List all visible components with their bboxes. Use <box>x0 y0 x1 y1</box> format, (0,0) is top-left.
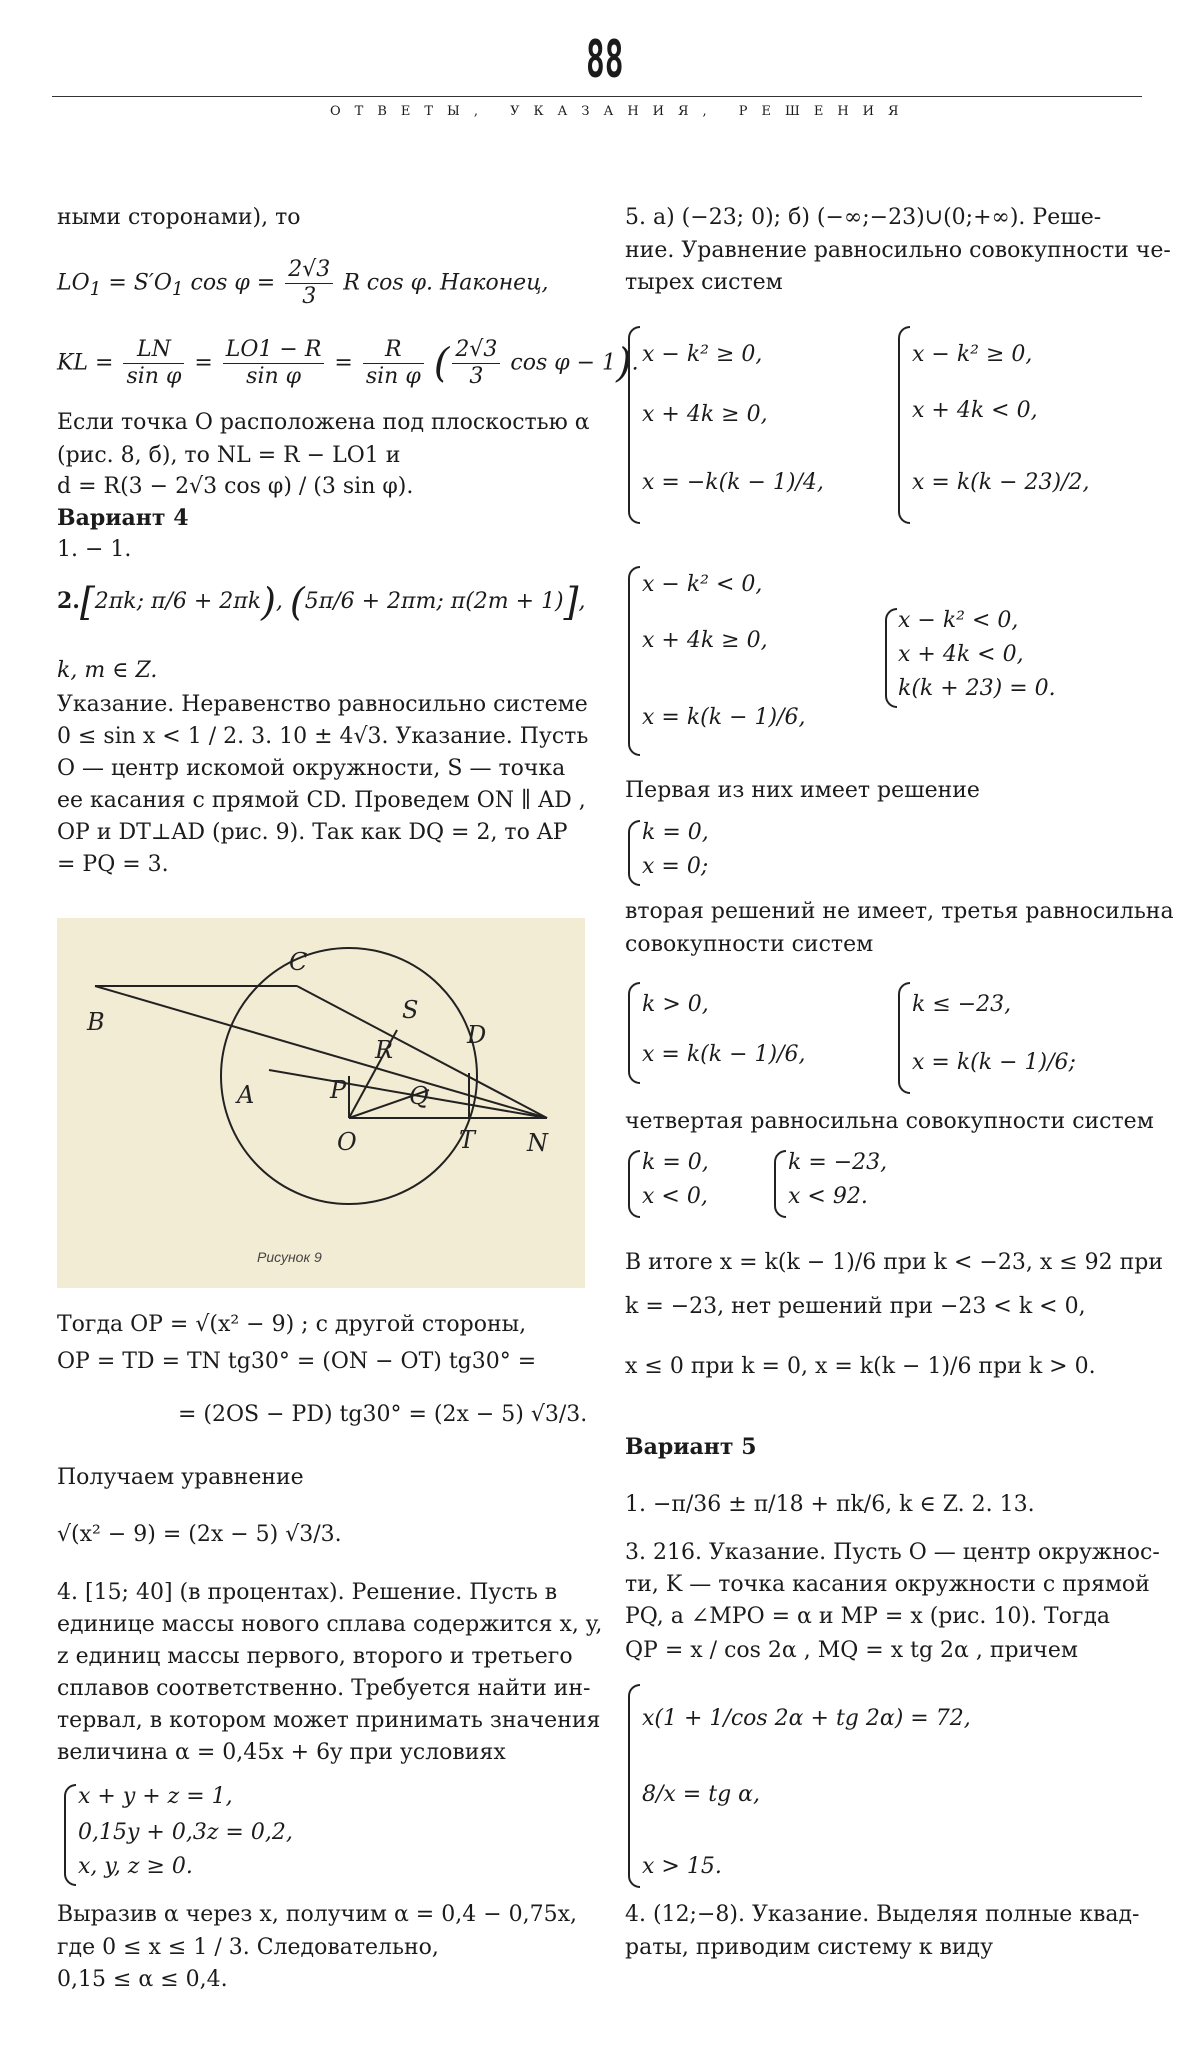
label-s: S <box>402 996 419 1024</box>
line-k2: k = −23, нет решений при −23 < k < 0, <box>625 1294 1086 1319</box>
line-p1: Если точка O расположена под плоскостью α <box>57 410 590 435</box>
sysV-line2: 8/x = tg α, <box>642 1782 761 1807</box>
line-k1: В итоге x = k(k − 1)/6 при k < −23, x ≤ 92 при <box>625 1250 1164 1275</box>
figure-caption: Рисунок 9 <box>257 1249 322 1265</box>
header-rule <box>52 96 1142 97</box>
line-a1: 1. − 1. <box>57 537 132 562</box>
line-q2: единице массы нового сплава содержится x, y, <box>57 1612 603 1637</box>
sys1-line1: x + y + z = 1, <box>78 1784 233 1809</box>
sysI-line1: k = 0, <box>642 1150 709 1175</box>
brace-system-i <box>628 1150 640 1218</box>
sysA-line1: x − k² ≥ 0, <box>642 342 763 367</box>
line-q3: z единиц массы первого, второго и третьего <box>57 1644 573 1669</box>
sysJ-line2: x < 92. <box>788 1184 868 1209</box>
line-g2: совокупности систем <box>625 932 874 957</box>
line-t1: Тогда OP = √(x² − 9) ; с другой стороны, <box>57 1312 527 1337</box>
line-h3: O — центр искомой окружности, S — точка <box>57 756 566 781</box>
page-number: 88 <box>586 30 624 90</box>
line-r2: ние. Уравнение равносильно совокупности че- <box>625 238 1171 263</box>
sysV-line1: x(1 + 1/cos 2α + tg 2α) = 72, <box>642 1706 971 1731</box>
label-b: B <box>87 1008 105 1036</box>
sysF-line2: x = 0; <box>642 854 709 879</box>
sysB-line1: x − k² ≥ 0, <box>912 342 1033 367</box>
formula-lo1: $LO_1 = S'O_1$ cos φ = $\frac{2√3}{3}$ R cos φ. Наконец, <box>57 257 549 309</box>
sysC-line2: x + 4k ≥ 0, <box>642 628 768 653</box>
sysJ-line1: k = −23, <box>788 1150 888 1175</box>
label-t: T <box>459 1126 476 1154</box>
sysB-line2: x + 4k < 0, <box>912 398 1038 423</box>
line-h2: 0 ≤ sin x < 1 / 2. 3. 10 ± 4√3. Указание. Пусть <box>57 724 589 749</box>
running-title: ОТВЕТЫ, УКАЗАНИЯ, РЕШЕНИЯ <box>330 104 913 119</box>
brace-system-v <box>628 1684 640 1888</box>
sysV-line3: x > 15. <box>642 1854 722 1879</box>
sysD-line2: x + 4k < 0, <box>898 642 1024 667</box>
sysG-line2: x = k(k − 1)/6, <box>642 1042 806 1067</box>
brace-system-d <box>885 608 897 708</box>
sysG-line1: k > 0, <box>642 992 709 1017</box>
sysI-line2: x < 0, <box>642 1184 708 1209</box>
line-v2: 3. 216. Указание. Пусть O — центр окружнос- <box>625 1540 1160 1565</box>
sysA-line3: x = −k(k − 1)/4, <box>642 470 824 495</box>
sys1-line3: x, y, z ≥ 0. <box>78 1854 193 1879</box>
sysH-line1: k ≤ −23, <box>912 992 1012 1017</box>
line-q4: сплавов соответственно. Требуется найти ин- <box>57 1676 591 1701</box>
sysH-line2: x = k(k − 1)/6; <box>912 1050 1076 1075</box>
line-q5: тервал, в котором может принимать значения <box>57 1708 601 1733</box>
line-w2: раты, приводим систему к виду <box>625 1935 994 1960</box>
line-f1: Первая из них имеет решение <box>625 778 980 803</box>
sysC-line3: x = k(k − 1)/6, <box>642 705 806 730</box>
line-v3: ти, K — точка касания окружности с прямой <box>625 1572 1150 1597</box>
line-e1: Выразив α через x, получим α = 0,4 − 0,75x, <box>57 1902 578 1927</box>
sysA-line2: x + 4k ≥ 0, <box>642 402 768 427</box>
brace-system-h <box>898 982 910 1094</box>
formula-interval: 2.[2πk; π/6 + 2πk), (5π/6 + 2πm; π(2m + 1)], <box>57 580 586 624</box>
line-v1: 1. −π/36 ± π/18 + πk/6, k ∈ Z. 2. 13. <box>625 1492 1035 1517</box>
line-p3: d = R(3 − 2√3 cos φ) / (3 sin φ). <box>57 474 414 499</box>
line-w1: 4. (12;−8). Указание. Выделяя полные квад- <box>625 1902 1140 1927</box>
heading-variant-5: Вариант 5 <box>625 1434 757 1460</box>
line-l1: ными сторонами), то <box>57 205 301 230</box>
label-q: Q <box>409 1082 429 1110</box>
line-q6: величина α = 0,45x + 6y при условиях <box>57 1740 506 1765</box>
line-h4: ее касания с прямой CD. Проведем ON ∥ AD , <box>57 788 586 813</box>
brace-system-f <box>628 820 640 886</box>
sysF-line1: k = 0, <box>642 820 709 845</box>
line-q1: 4. [15; 40] (в процентах). Решение. Пусть в <box>57 1580 558 1605</box>
label-c: C <box>289 948 308 976</box>
sysB-line3: x = k(k − 23)/2, <box>912 470 1090 495</box>
line-e2: где 0 ≤ x ≤ 1 / 3. Следовательно, <box>57 1935 439 1960</box>
line-h5: OP и DT⊥AD (рис. 9). Так как DQ = 2, то AP <box>57 820 568 845</box>
line-g1: вторая решений не имеет, третья равносильна <box>625 899 1174 924</box>
figure-9 <box>57 918 585 1288</box>
label-r: R <box>375 1036 394 1064</box>
brace-system-a <box>628 326 640 524</box>
sysC-line1: x − k² < 0, <box>642 572 763 597</box>
line-r3: тырех систем <box>625 270 783 295</box>
label-p: P <box>330 1076 347 1104</box>
brace-system-g <box>628 982 640 1084</box>
formula-kl: KL = $\frac{LN}{\text{sin φ}}$ = $\frac{LO1 - R}{\text{sin φ}}$ = $\frac{R}{\text{sin φ}}$ ( $\frac{2√3}{3}$ cos φ − 1). <box>57 337 639 389</box>
line-bn <box>95 986 547 1118</box>
brace-system-c <box>628 566 640 756</box>
line-t2: OP = TD = TN tg30° = (ON − OT) tg30° = <box>57 1349 537 1374</box>
line-h6: = PQ = 3. <box>57 852 169 877</box>
line-k3: x ≤ 0 при k = 0, x = k(k − 1)/6 при k > 0. <box>625 1354 1096 1379</box>
label-a: A <box>237 1081 255 1109</box>
brace-system-b <box>898 326 910 524</box>
label-d: D <box>467 1021 487 1049</box>
sysD-line1: x − k² < 0, <box>898 608 1019 633</box>
line-p2: (рис. 8, б), то NL = R − LO1 и <box>57 443 401 468</box>
line-e3: 0,15 ≤ α ≤ 0,4. <box>57 1967 228 1992</box>
line-r1: 5. а) (−23; 0); б) (−∞;−23)∪(0;+∞). Реше- <box>625 205 1102 230</box>
line-v5: QP = x / cos 2α , MQ = x tg 2α , причем <box>625 1638 1078 1663</box>
line-v4: PQ, а ∠MPO = α и MP = x (рис. 10). Тогда <box>625 1604 1111 1629</box>
brace-system-j <box>774 1150 786 1218</box>
line-t5: √(x² − 9) = (2x − 5) √3/3. <box>57 1522 342 1547</box>
line-i1: четвертая равносильна совокупности систем <box>625 1109 1154 1134</box>
sys1-line2: 0,15y + 0,3z = 0,2, <box>78 1820 293 1845</box>
brace-system-1 <box>64 1784 76 1886</box>
heading-variant-4: Вариант 4 <box>57 505 189 531</box>
label-n: N <box>527 1129 548 1157</box>
line-km: k, m ∈ Z. <box>57 658 158 683</box>
line-t4: Получаем уравнение <box>57 1465 304 1490</box>
label-o: O <box>337 1128 357 1156</box>
sysD-line3: k(k + 23) = 0. <box>898 676 1056 701</box>
figure-9-drawing <box>57 918 585 1288</box>
line-t3: = (2OS − PD) tg30° = (2x − 5) √3/3. <box>178 1402 588 1427</box>
line-h1: Указание. Неравенство равносильно системе <box>57 692 588 717</box>
